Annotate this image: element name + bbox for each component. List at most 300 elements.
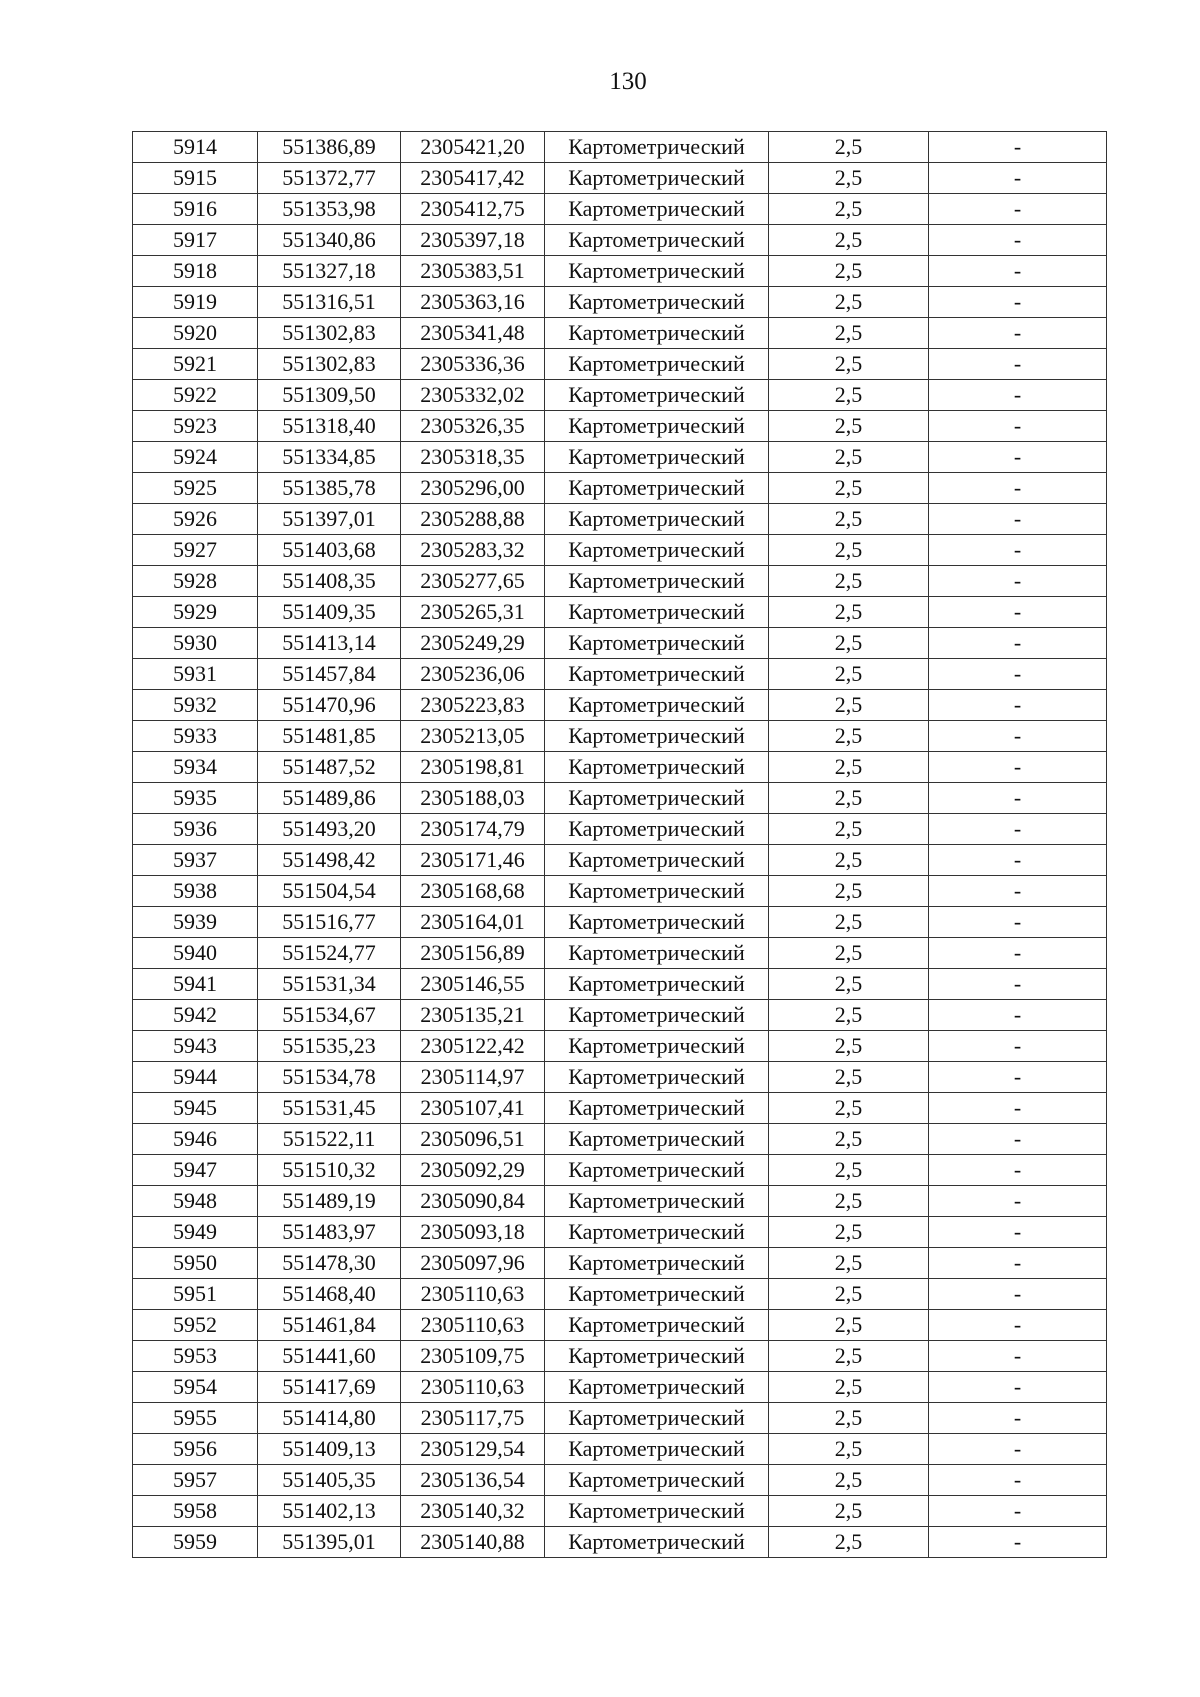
table-row bbox=[133, 380, 1107, 411]
x-coordinate-cell: 551302,83 bbox=[258, 349, 401, 380]
accuracy-cell: 2,5 bbox=[769, 256, 929, 287]
y-coordinate-cell: 2305417,42 bbox=[401, 163, 545, 194]
accuracy-cell: 2,5 bbox=[769, 380, 929, 411]
table-row bbox=[133, 318, 1107, 349]
method-cell: Картометрический bbox=[545, 473, 769, 504]
x-coordinate-cell: 551386,89 bbox=[258, 132, 401, 163]
point-number-cell: 5948 bbox=[133, 1186, 258, 1217]
method-cell: Картометрический bbox=[545, 1031, 769, 1062]
y-coordinate-cell: 2305092,29 bbox=[401, 1155, 545, 1186]
point-number-cell: 5944 bbox=[133, 1062, 258, 1093]
note-cell: - bbox=[929, 1279, 1107, 1310]
method-cell: Картометрический bbox=[545, 690, 769, 721]
method-cell: Картометрический bbox=[545, 1000, 769, 1031]
accuracy-cell: 2,5 bbox=[769, 318, 929, 349]
point-number-cell: 5930 bbox=[133, 628, 258, 659]
point-number-cell: 5955 bbox=[133, 1403, 258, 1434]
table-row bbox=[133, 752, 1107, 783]
method-cell: Картометрический bbox=[545, 1186, 769, 1217]
y-coordinate-cell: 2305109,75 bbox=[401, 1341, 545, 1372]
table-row bbox=[133, 1279, 1107, 1310]
x-coordinate-cell: 551441,60 bbox=[258, 1341, 401, 1372]
table-row bbox=[133, 1527, 1107, 1558]
method-cell: Картометрический bbox=[545, 504, 769, 535]
point-number-cell: 5943 bbox=[133, 1031, 258, 1062]
y-coordinate-cell: 2305097,96 bbox=[401, 1248, 545, 1279]
table-row bbox=[133, 845, 1107, 876]
method-cell: Картометрический bbox=[545, 1093, 769, 1124]
point-number-cell: 5935 bbox=[133, 783, 258, 814]
x-coordinate-cell: 551403,68 bbox=[258, 535, 401, 566]
point-number-cell: 5922 bbox=[133, 380, 258, 411]
point-number-cell: 5926 bbox=[133, 504, 258, 535]
x-coordinate-cell: 551504,54 bbox=[258, 876, 401, 907]
point-number-cell: 5956 bbox=[133, 1434, 258, 1465]
table-row bbox=[133, 1403, 1107, 1434]
note-cell: - bbox=[929, 1248, 1107, 1279]
y-coordinate-cell: 2305412,75 bbox=[401, 194, 545, 225]
accuracy-cell: 2,5 bbox=[769, 287, 929, 318]
x-coordinate-cell: 551481,85 bbox=[258, 721, 401, 752]
accuracy-cell: 2,5 bbox=[769, 783, 929, 814]
table-row bbox=[133, 814, 1107, 845]
x-coordinate-cell: 551408,35 bbox=[258, 566, 401, 597]
accuracy-cell: 2,5 bbox=[769, 194, 929, 225]
accuracy-cell: 2,5 bbox=[769, 721, 929, 752]
x-coordinate-cell: 551468,40 bbox=[258, 1279, 401, 1310]
x-coordinate-cell: 551531,34 bbox=[258, 969, 401, 1000]
point-number-cell: 5928 bbox=[133, 566, 258, 597]
table-row bbox=[133, 1496, 1107, 1527]
note-cell: - bbox=[929, 380, 1107, 411]
y-coordinate-cell: 2305277,65 bbox=[401, 566, 545, 597]
table-row bbox=[133, 721, 1107, 752]
method-cell: Картометрический bbox=[545, 1372, 769, 1403]
method-cell: Картометрический bbox=[545, 721, 769, 752]
accuracy-cell: 2,5 bbox=[769, 349, 929, 380]
note-cell: - bbox=[929, 535, 1107, 566]
note-cell: - bbox=[929, 1000, 1107, 1031]
y-coordinate-cell: 2305265,31 bbox=[401, 597, 545, 628]
table-row bbox=[133, 1155, 1107, 1186]
method-cell: Картометрический bbox=[545, 287, 769, 318]
x-coordinate-cell: 551395,01 bbox=[258, 1527, 401, 1558]
table-row bbox=[133, 690, 1107, 721]
x-coordinate-cell: 551309,50 bbox=[258, 380, 401, 411]
note-cell: - bbox=[929, 628, 1107, 659]
x-coordinate-cell: 551353,98 bbox=[258, 194, 401, 225]
y-coordinate-cell: 2305096,51 bbox=[401, 1124, 545, 1155]
note-cell: - bbox=[929, 1186, 1107, 1217]
accuracy-cell: 2,5 bbox=[769, 876, 929, 907]
method-cell: Картометрический bbox=[545, 194, 769, 225]
y-coordinate-cell: 2305363,16 bbox=[401, 287, 545, 318]
point-number-cell: 5950 bbox=[133, 1248, 258, 1279]
accuracy-cell: 2,5 bbox=[769, 225, 929, 256]
point-number-cell: 5936 bbox=[133, 814, 258, 845]
accuracy-cell: 2,5 bbox=[769, 1217, 929, 1248]
note-cell: - bbox=[929, 442, 1107, 473]
note-cell: - bbox=[929, 566, 1107, 597]
y-coordinate-cell: 2305296,00 bbox=[401, 473, 545, 504]
note-cell: - bbox=[929, 690, 1107, 721]
y-coordinate-cell: 2305146,55 bbox=[401, 969, 545, 1000]
method-cell: Картометрический bbox=[545, 597, 769, 628]
note-cell: - bbox=[929, 783, 1107, 814]
note-cell: - bbox=[929, 1341, 1107, 1372]
method-cell: Картометрический bbox=[545, 1248, 769, 1279]
note-cell: - bbox=[929, 1310, 1107, 1341]
accuracy-cell: 2,5 bbox=[769, 1093, 929, 1124]
accuracy-cell: 2,5 bbox=[769, 1465, 929, 1496]
x-coordinate-cell: 551516,77 bbox=[258, 907, 401, 938]
point-number-cell: 5932 bbox=[133, 690, 258, 721]
y-coordinate-cell: 2305283,32 bbox=[401, 535, 545, 566]
table-row bbox=[133, 1093, 1107, 1124]
method-cell: Картометрический bbox=[545, 752, 769, 783]
note-cell: - bbox=[929, 163, 1107, 194]
table-row bbox=[133, 287, 1107, 318]
method-cell: Картометрический bbox=[545, 938, 769, 969]
x-coordinate-cell: 551498,42 bbox=[258, 845, 401, 876]
y-coordinate-cell: 2305332,02 bbox=[401, 380, 545, 411]
x-coordinate-cell: 551302,83 bbox=[258, 318, 401, 349]
accuracy-cell: 2,5 bbox=[769, 597, 929, 628]
x-coordinate-cell: 551470,96 bbox=[258, 690, 401, 721]
method-cell: Картометрический bbox=[545, 1279, 769, 1310]
accuracy-cell: 2,5 bbox=[769, 504, 929, 535]
table-row bbox=[133, 969, 1107, 1000]
y-coordinate-cell: 2305188,03 bbox=[401, 783, 545, 814]
note-cell: - bbox=[929, 752, 1107, 783]
x-coordinate-cell: 551522,11 bbox=[258, 1124, 401, 1155]
note-cell: - bbox=[929, 938, 1107, 969]
y-coordinate-cell: 2305198,81 bbox=[401, 752, 545, 783]
method-cell: Картометрический bbox=[545, 1434, 769, 1465]
method-cell: Картометрический bbox=[545, 783, 769, 814]
accuracy-cell: 2,5 bbox=[769, 1372, 929, 1403]
accuracy-cell: 2,5 bbox=[769, 690, 929, 721]
x-coordinate-cell: 551457,84 bbox=[258, 659, 401, 690]
table-row bbox=[133, 163, 1107, 194]
x-coordinate-cell: 551414,80 bbox=[258, 1403, 401, 1434]
table-row bbox=[133, 1465, 1107, 1496]
point-number-cell: 5957 bbox=[133, 1465, 258, 1496]
y-coordinate-cell: 2305171,46 bbox=[401, 845, 545, 876]
accuracy-cell: 2,5 bbox=[769, 1000, 929, 1031]
method-cell: Картометрический bbox=[545, 411, 769, 442]
method-cell: Картометрический bbox=[545, 566, 769, 597]
point-number-cell: 5947 bbox=[133, 1155, 258, 1186]
method-cell: Картометрический bbox=[545, 1403, 769, 1434]
x-coordinate-cell: 551531,45 bbox=[258, 1093, 401, 1124]
table-body bbox=[133, 132, 1107, 1558]
table-row bbox=[133, 411, 1107, 442]
point-number-cell: 5945 bbox=[133, 1093, 258, 1124]
point-number-cell: 5916 bbox=[133, 194, 258, 225]
point-number-cell: 5929 bbox=[133, 597, 258, 628]
accuracy-cell: 2,5 bbox=[769, 1434, 929, 1465]
point-number-cell: 5938 bbox=[133, 876, 258, 907]
y-coordinate-cell: 2305140,32 bbox=[401, 1496, 545, 1527]
note-cell: - bbox=[929, 1465, 1107, 1496]
accuracy-cell: 2,5 bbox=[769, 132, 929, 163]
table-row bbox=[133, 938, 1107, 969]
y-coordinate-cell: 2305135,21 bbox=[401, 1000, 545, 1031]
accuracy-cell: 2,5 bbox=[769, 163, 929, 194]
note-cell: - bbox=[929, 597, 1107, 628]
note-cell: - bbox=[929, 1434, 1107, 1465]
point-number-cell: 5949 bbox=[133, 1217, 258, 1248]
note-cell: - bbox=[929, 1372, 1107, 1403]
y-coordinate-cell: 2305107,41 bbox=[401, 1093, 545, 1124]
x-coordinate-cell: 551409,35 bbox=[258, 597, 401, 628]
table-row bbox=[133, 783, 1107, 814]
x-coordinate-cell: 551413,14 bbox=[258, 628, 401, 659]
method-cell: Картометрический bbox=[545, 442, 769, 473]
point-number-cell: 5951 bbox=[133, 1279, 258, 1310]
y-coordinate-cell: 2305341,48 bbox=[401, 318, 545, 349]
accuracy-cell: 2,5 bbox=[769, 845, 929, 876]
accuracy-cell: 2,5 bbox=[769, 535, 929, 566]
point-number-cell: 5920 bbox=[133, 318, 258, 349]
accuracy-cell: 2,5 bbox=[769, 1496, 929, 1527]
method-cell: Картометрический bbox=[545, 1217, 769, 1248]
method-cell: Картометрический bbox=[545, 907, 769, 938]
method-cell: Картометрический bbox=[545, 1310, 769, 1341]
note-cell: - bbox=[929, 1496, 1107, 1527]
note-cell: - bbox=[929, 659, 1107, 690]
x-coordinate-cell: 551417,69 bbox=[258, 1372, 401, 1403]
point-number-cell: 5927 bbox=[133, 535, 258, 566]
accuracy-cell: 2,5 bbox=[769, 814, 929, 845]
table-row bbox=[133, 1341, 1107, 1372]
note-cell: - bbox=[929, 194, 1107, 225]
note-cell: - bbox=[929, 845, 1107, 876]
accuracy-cell: 2,5 bbox=[769, 938, 929, 969]
x-coordinate-cell: 551493,20 bbox=[258, 814, 401, 845]
method-cell: Картометрический bbox=[545, 628, 769, 659]
table-row bbox=[133, 1000, 1107, 1031]
accuracy-cell: 2,5 bbox=[769, 1031, 929, 1062]
note-cell: - bbox=[929, 907, 1107, 938]
x-coordinate-cell: 551489,86 bbox=[258, 783, 401, 814]
y-coordinate-cell: 2305110,63 bbox=[401, 1279, 545, 1310]
accuracy-cell: 2,5 bbox=[769, 1527, 929, 1558]
method-cell: Картометрический bbox=[545, 256, 769, 287]
x-coordinate-cell: 551524,77 bbox=[258, 938, 401, 969]
x-coordinate-cell: 551372,77 bbox=[258, 163, 401, 194]
x-coordinate-cell: 551316,51 bbox=[258, 287, 401, 318]
y-coordinate-cell: 2305114,97 bbox=[401, 1062, 545, 1093]
point-number-cell: 5940 bbox=[133, 938, 258, 969]
table-row bbox=[133, 194, 1107, 225]
y-coordinate-cell: 2305326,35 bbox=[401, 411, 545, 442]
table-row bbox=[133, 1217, 1107, 1248]
page-number: 130 bbox=[609, 68, 647, 95]
point-number-cell: 5933 bbox=[133, 721, 258, 752]
accuracy-cell: 2,5 bbox=[769, 1341, 929, 1372]
accuracy-cell: 2,5 bbox=[769, 1124, 929, 1155]
method-cell: Картометрический bbox=[545, 380, 769, 411]
method-cell: Картометрический bbox=[545, 1341, 769, 1372]
accuracy-cell: 2,5 bbox=[769, 411, 929, 442]
x-coordinate-cell: 551489,19 bbox=[258, 1186, 401, 1217]
point-number-cell: 5931 bbox=[133, 659, 258, 690]
accuracy-cell: 2,5 bbox=[769, 1403, 929, 1434]
y-coordinate-cell: 2305093,18 bbox=[401, 1217, 545, 1248]
accuracy-cell: 2,5 bbox=[769, 442, 929, 473]
method-cell: Картометрический bbox=[545, 132, 769, 163]
table-row bbox=[133, 535, 1107, 566]
x-coordinate-cell: 551487,52 bbox=[258, 752, 401, 783]
note-cell: - bbox=[929, 287, 1107, 318]
x-coordinate-cell: 551534,78 bbox=[258, 1062, 401, 1093]
x-coordinate-cell: 551327,18 bbox=[258, 256, 401, 287]
x-coordinate-cell: 551483,97 bbox=[258, 1217, 401, 1248]
y-coordinate-cell: 2305236,06 bbox=[401, 659, 545, 690]
x-coordinate-cell: 551461,84 bbox=[258, 1310, 401, 1341]
x-coordinate-cell: 551334,85 bbox=[258, 442, 401, 473]
x-coordinate-cell: 551340,86 bbox=[258, 225, 401, 256]
table-row bbox=[133, 504, 1107, 535]
x-coordinate-cell: 551510,32 bbox=[258, 1155, 401, 1186]
accuracy-cell: 2,5 bbox=[769, 1062, 929, 1093]
point-number-cell: 5946 bbox=[133, 1124, 258, 1155]
accuracy-cell: 2,5 bbox=[769, 473, 929, 504]
point-number-cell: 5917 bbox=[133, 225, 258, 256]
y-coordinate-cell: 2305110,63 bbox=[401, 1310, 545, 1341]
method-cell: Картометрический bbox=[545, 163, 769, 194]
accuracy-cell: 2,5 bbox=[769, 1248, 929, 1279]
point-number-cell: 5939 bbox=[133, 907, 258, 938]
method-cell: Картометрический bbox=[545, 225, 769, 256]
table-row bbox=[133, 1310, 1107, 1341]
note-cell: - bbox=[929, 225, 1107, 256]
method-cell: Картометрический bbox=[545, 1062, 769, 1093]
point-number-cell: 5937 bbox=[133, 845, 258, 876]
point-number-cell: 5921 bbox=[133, 349, 258, 380]
x-coordinate-cell: 551402,13 bbox=[258, 1496, 401, 1527]
y-coordinate-cell: 2305140,88 bbox=[401, 1527, 545, 1558]
table-row bbox=[133, 442, 1107, 473]
table-row bbox=[133, 566, 1107, 597]
table-row bbox=[133, 659, 1107, 690]
note-cell: - bbox=[929, 411, 1107, 442]
y-coordinate-cell: 2305117,75 bbox=[401, 1403, 545, 1434]
x-coordinate-cell: 551397,01 bbox=[258, 504, 401, 535]
point-number-cell: 5954 bbox=[133, 1372, 258, 1403]
accuracy-cell: 2,5 bbox=[769, 969, 929, 1000]
table-row bbox=[133, 1248, 1107, 1279]
note-cell: - bbox=[929, 256, 1107, 287]
point-number-cell: 5918 bbox=[133, 256, 258, 287]
accuracy-cell: 2,5 bbox=[769, 659, 929, 690]
accuracy-cell: 2,5 bbox=[769, 1279, 929, 1310]
x-coordinate-cell: 551318,40 bbox=[258, 411, 401, 442]
note-cell: - bbox=[929, 318, 1107, 349]
point-number-cell: 5953 bbox=[133, 1341, 258, 1372]
table-row bbox=[133, 1062, 1107, 1093]
accuracy-cell: 2,5 bbox=[769, 628, 929, 659]
method-cell: Картометрический bbox=[545, 318, 769, 349]
x-coordinate-cell: 551534,67 bbox=[258, 1000, 401, 1031]
y-coordinate-cell: 2305318,35 bbox=[401, 442, 545, 473]
accuracy-cell: 2,5 bbox=[769, 752, 929, 783]
y-coordinate-cell: 2305223,83 bbox=[401, 690, 545, 721]
point-number-cell: 5925 bbox=[133, 473, 258, 504]
note-cell: - bbox=[929, 876, 1107, 907]
method-cell: Картометрический bbox=[545, 535, 769, 566]
point-number-cell: 5915 bbox=[133, 163, 258, 194]
method-cell: Картометрический bbox=[545, 1496, 769, 1527]
coordinates-table bbox=[132, 131, 1107, 1558]
method-cell: Картометрический bbox=[545, 1465, 769, 1496]
note-cell: - bbox=[929, 1527, 1107, 1558]
y-coordinate-cell: 2305421,20 bbox=[401, 132, 545, 163]
y-coordinate-cell: 2305110,63 bbox=[401, 1372, 545, 1403]
x-coordinate-cell: 551385,78 bbox=[258, 473, 401, 504]
table-row bbox=[133, 907, 1107, 938]
note-cell: - bbox=[929, 504, 1107, 535]
table-row bbox=[133, 225, 1107, 256]
note-cell: - bbox=[929, 1031, 1107, 1062]
point-number-cell: 5919 bbox=[133, 287, 258, 318]
point-number-cell: 5959 bbox=[133, 1527, 258, 1558]
note-cell: - bbox=[929, 1403, 1107, 1434]
point-number-cell: 5914 bbox=[133, 132, 258, 163]
accuracy-cell: 2,5 bbox=[769, 1310, 929, 1341]
table-row bbox=[133, 473, 1107, 504]
accuracy-cell: 2,5 bbox=[769, 907, 929, 938]
note-cell: - bbox=[929, 349, 1107, 380]
point-number-cell: 5934 bbox=[133, 752, 258, 783]
method-cell: Картометрический bbox=[545, 814, 769, 845]
method-cell: Картометрический bbox=[545, 876, 769, 907]
table-row bbox=[133, 349, 1107, 380]
y-coordinate-cell: 2305136,54 bbox=[401, 1465, 545, 1496]
point-number-cell: 5941 bbox=[133, 969, 258, 1000]
point-number-cell: 5958 bbox=[133, 1496, 258, 1527]
table-row bbox=[133, 1186, 1107, 1217]
y-coordinate-cell: 2305336,36 bbox=[401, 349, 545, 380]
y-coordinate-cell: 2305168,68 bbox=[401, 876, 545, 907]
y-coordinate-cell: 2305090,84 bbox=[401, 1186, 545, 1217]
point-number-cell: 5942 bbox=[133, 1000, 258, 1031]
y-coordinate-cell: 2305249,29 bbox=[401, 628, 545, 659]
note-cell: - bbox=[929, 969, 1107, 1000]
method-cell: Картометрический bbox=[545, 845, 769, 876]
note-cell: - bbox=[929, 721, 1107, 752]
accuracy-cell: 2,5 bbox=[769, 1186, 929, 1217]
accuracy-cell: 2,5 bbox=[769, 1155, 929, 1186]
point-number-cell: 5924 bbox=[133, 442, 258, 473]
y-coordinate-cell: 2305156,89 bbox=[401, 938, 545, 969]
x-coordinate-cell: 551478,30 bbox=[258, 1248, 401, 1279]
y-coordinate-cell: 2305129,54 bbox=[401, 1434, 545, 1465]
method-cell: Картометрический bbox=[545, 659, 769, 690]
table-row bbox=[133, 1372, 1107, 1403]
table-row bbox=[133, 132, 1107, 163]
point-number-cell: 5923 bbox=[133, 411, 258, 442]
point-number-cell: 5952 bbox=[133, 1310, 258, 1341]
method-cell: Картометрический bbox=[545, 969, 769, 1000]
note-cell: - bbox=[929, 473, 1107, 504]
y-coordinate-cell: 2305288,88 bbox=[401, 504, 545, 535]
x-coordinate-cell: 551405,35 bbox=[258, 1465, 401, 1496]
y-coordinate-cell: 2305174,79 bbox=[401, 814, 545, 845]
table-row bbox=[133, 1031, 1107, 1062]
